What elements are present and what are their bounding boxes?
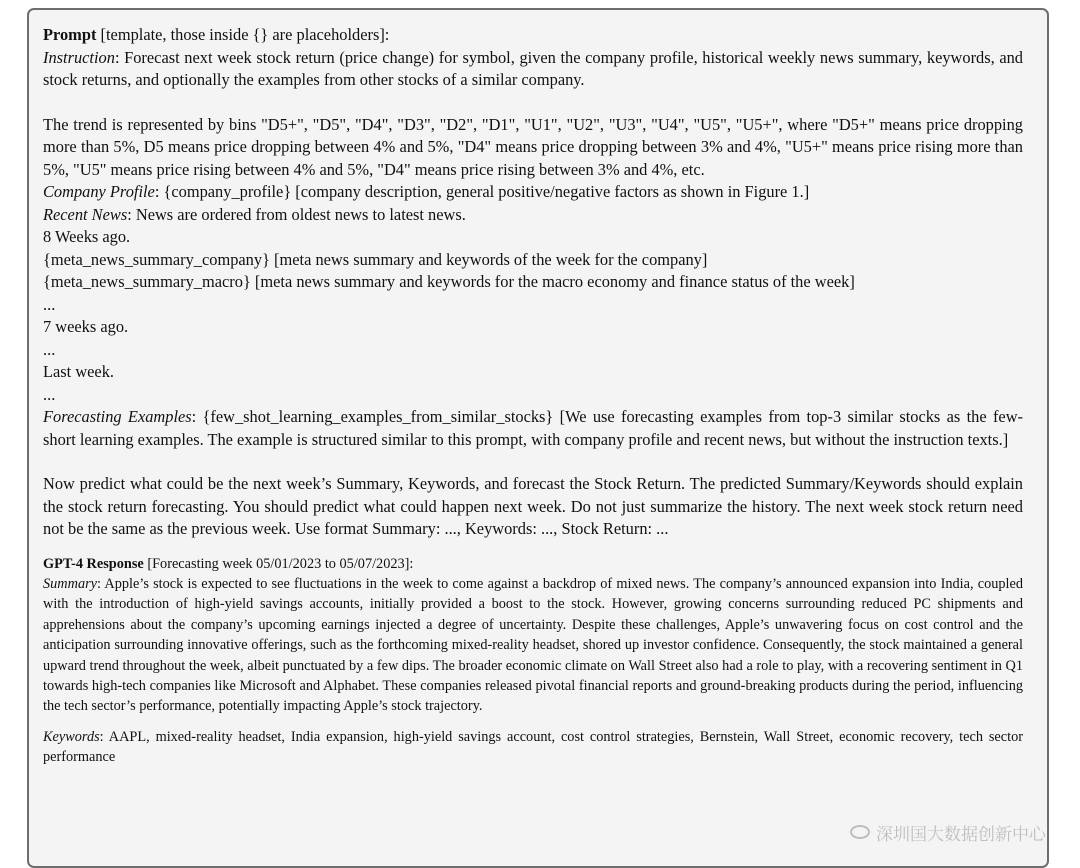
wechat-icon xyxy=(850,825,870,839)
recent-news-text: : News are ordered from oldest news to latest news. xyxy=(127,204,466,224)
forecasting-label: Forecasting Examples xyxy=(43,407,192,426)
instruction-label: Instruction xyxy=(43,47,115,67)
weeks-8-label: 8 Weeks ago. xyxy=(43,227,131,246)
response-paragraph xyxy=(43,554,1023,717)
meta-company-line: {meta_news_summary_company} [meta news summary and keywords of the week for the company] xyxy=(43,249,708,269)
predict-paragraph: Now predict what could be the next week’s Summary, Keywords, and forecast the Stock Return. The predicted Summary/Keywords should explain the stock return forecasting. You should predict what could happen next week. Do not just summarize the history. The next week stock return need not be the same as the previous week. Use format Summary: ..., Keywords: ..., Stock Return: ... xyxy=(43,474,1023,538)
watermark-text: 深圳国大数据创新中心 xyxy=(876,824,1046,845)
prompt-content xyxy=(43,24,1023,768)
company-profile-text: : {company_profile} [company description, general positive/negative factors as shown in Figure 1.] xyxy=(154,182,810,201)
ellipsis-2: ... xyxy=(43,339,56,359)
keywords-text: : AAPL, mixed-reality headset, India expansion, high-yield savings account, cost control strategies, Bernstein, Wall Street, economic recovery, tech sector performance xyxy=(43,728,1023,766)
meta-macro-line: {meta_news_summary_macro} [meta news summary and keywords for the macro economy and finance status of the week] xyxy=(43,272,855,291)
ellipsis-3: ... xyxy=(43,384,56,404)
keywords-label: Keywords xyxy=(43,728,100,745)
company-profile-label: Company Profile xyxy=(43,182,155,201)
response-heading: GPT-4 Response xyxy=(43,555,144,572)
summary-text: : Apple’s stock is expected to see fluctuations in the week to come against a backdrop of mixed news. The company’s announced expansion into India, coupled with the introduction of high-yield savings accounts, initially provided a boost to the stock. However, growing concerns surrounding reduced PC shipments and apprehensions about the company’s upcoming earnings injected a degree of uncertainty. Despite these challenges, Apple’s unwavering focus on cost control and the anticipation surrounding innovative offerings, such as the forthcoming mixed-reality headset, shored up investor confidence. Consequently, the stock maintained a general upward trend throughout the week, albeit punctuated by a few dips. The broader economic climate on Wall Street also had a role to play, with a recovering sentiment in Q1 towards high-tech companies like Microsoft and Alphabet. These companies released pivotal financial reports and ground-breaking products during the period, influencing the tech sector’s performance, potentially impacting Apple’s stock trajectory. xyxy=(43,575,1023,715)
trend-paragraph xyxy=(43,114,1023,452)
prompt-box xyxy=(27,8,1049,868)
response-heading-note: [Forecasting week 05/01/2023 to 05/07/2023]: xyxy=(147,555,414,572)
prompt-heading-note: [template, those inside {} are placeholders]: xyxy=(100,25,390,44)
keywords-paragraph xyxy=(43,727,1023,768)
last-week-label: Last week. xyxy=(43,362,114,381)
prompt-heading-line xyxy=(43,24,1023,92)
forecasting-text: : {few_shot_learning_examples_from_similar_stocks} [We use forecasting examples from top-3 similar stocks as the few-short learning examples. The example is structured similar to this prompt, with company profile and recent news, but without the instruction texts.] xyxy=(43,407,1023,449)
recent-news-label: Recent News xyxy=(43,204,128,224)
ellipsis-1: ... xyxy=(43,294,56,314)
prompt-heading: Prompt xyxy=(43,25,97,44)
trend-text: The trend is represented by bins "D5+", "D5", "D4", "D3", "D2", "D1", "U1", "U2", "U3", "U4", "U5", "U5+", where "D5+" means price dropping more than 5%, D5 means price dropping between 4% and 5%, "D4" means price dropping between 3% and 4%, "U5+" means price rising more than 5%, "U5" means price rising between 4% and 5%, "D4" means price rising between 3% and 4%, etc. xyxy=(43,114,1023,179)
watermark xyxy=(850,823,1046,845)
weeks-7-label: 7 weeks ago. xyxy=(43,317,129,336)
instruction-text: : Forecast next week stock return (price change) for symbol, given the company profile, historical weekly news summary, keywords, and stock returns, and optionally the examples from other stocks of a similar company. xyxy=(43,47,1023,89)
summary-label: Summary xyxy=(43,575,98,592)
